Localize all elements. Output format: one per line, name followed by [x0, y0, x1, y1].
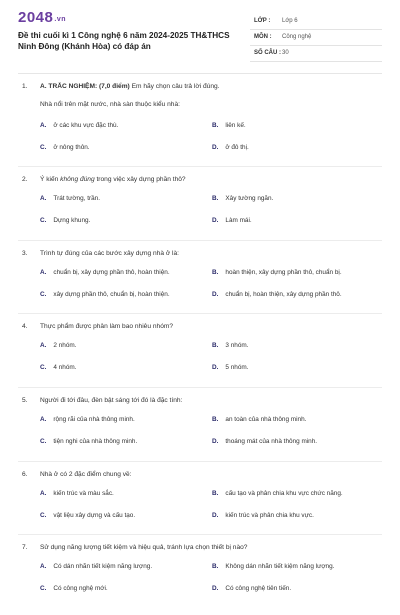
- option-text: ở các khu vực đặc thù.: [53, 122, 119, 129]
- option-letter: C.: [40, 511, 47, 519]
- option-a[interactable]: [40, 122, 118, 129]
- option-letter: A.: [40, 268, 47, 276]
- question-item: [0, 247, 400, 321]
- question-text: Sử dụng năng lượng tiết kiệm và hiệu quả, tránh lựa chọn thiết bị nào?: [40, 544, 248, 552]
- option-a[interactable]: [40, 195, 100, 202]
- option-d[interactable]: [212, 144, 249, 151]
- question-divider: [18, 313, 382, 314]
- option-text: tiện nghi của nhà thông minh.: [53, 438, 138, 446]
- question-subtext: Nhà nổi trên mặt nước, nhà sàn thuộc kiểu nhà:: [40, 101, 180, 108]
- header: [0, 0, 400, 70]
- option-text: kiến trúc và màu sắc.: [53, 489, 114, 497]
- option-letter: D.: [212, 364, 219, 372]
- info-row-count: [250, 46, 382, 62]
- option-d[interactable]: [212, 585, 291, 592]
- option-letter: C.: [40, 290, 47, 298]
- question-divider: [18, 166, 382, 167]
- option-c[interactable]: [40, 512, 135, 519]
- option-letter: B.: [212, 416, 219, 424]
- option-d[interactable]: [212, 291, 342, 298]
- option-a[interactable]: [40, 563, 152, 570]
- option-letter: B.: [212, 489, 219, 497]
- option-text: Trát tường, trần.: [53, 195, 100, 202]
- option-letter: A.: [40, 563, 47, 571]
- option-text: Làm mái.: [225, 217, 252, 224]
- option-letter: A.: [40, 342, 47, 350]
- question-divider: [18, 534, 382, 535]
- question-text-emphasis: không đúng: [60, 176, 95, 183]
- option-letter: B.: [212, 268, 219, 276]
- option-a[interactable]: [40, 416, 135, 423]
- option-d[interactable]: [212, 364, 249, 371]
- question-number: 5.: [22, 397, 28, 405]
- option-d[interactable]: [212, 438, 317, 445]
- info-value: Công nghệ: [282, 34, 312, 40]
- question-divider: [18, 387, 382, 388]
- option-a[interactable]: [40, 342, 77, 349]
- question-number: 4.: [22, 323, 28, 331]
- option-letter: B.: [212, 122, 219, 129]
- option-text: Có dán nhãn tiết kiệm năng lượng.: [53, 563, 153, 571]
- option-text: Không dán nhãn tiết kiệm năng lượng.: [225, 563, 335, 571]
- option-letter: B.: [212, 563, 219, 571]
- option-a[interactable]: [40, 269, 170, 276]
- info-value: 30: [282, 50, 289, 56]
- option-d[interactable]: [212, 512, 314, 519]
- option-b[interactable]: [212, 122, 246, 129]
- question-text: [40, 176, 186, 183]
- option-text: rộng rãi của nhà thông minh.: [53, 416, 135, 424]
- info-label: SỐ CÂU :: [254, 50, 281, 56]
- question-number: 3.: [22, 249, 28, 257]
- option-text: kiến trúc và phân chia khu vực.: [225, 511, 314, 519]
- question-text: [40, 83, 220, 90]
- exam-info-table: [250, 14, 382, 62]
- question-list: [0, 80, 400, 615]
- exam-title: Đề thi cuối kì 1 Công nghệ 6 năm 2024-2025 TH&THCS Ninh Đông (Khánh Hòa) có đáp án: [18, 31, 230, 51]
- info-value: Lớp 6: [282, 18, 298, 24]
- question-divider: [18, 240, 382, 241]
- option-letter: B.: [212, 342, 219, 350]
- question-item: [0, 80, 400, 173]
- option-letter: A.: [40, 195, 47, 202]
- question-text-pre: Ý kiến: [40, 176, 61, 183]
- option-text: chuẩn bị, xây dựng phần thô, hoàn thiện.: [53, 268, 170, 276]
- logo-main: 2048: [18, 9, 54, 26]
- option-text: vật liệu xây dựng và cấu tạo.: [53, 511, 136, 519]
- option-text: ở đô thị.: [225, 144, 249, 151]
- option-text: an toàn của nhà thông minh.: [225, 416, 307, 424]
- question-text: Người đi tới đâu, đèn bật sáng tới đó là đặc tính:: [40, 397, 183, 405]
- option-c[interactable]: [40, 217, 90, 224]
- option-c[interactable]: [40, 585, 108, 592]
- option-c[interactable]: [40, 291, 170, 298]
- site-logo[interactable]: [18, 9, 66, 26]
- option-text: 2 nhóm.: [53, 342, 77, 350]
- option-text: hoàn thiện, xây dựng phần thô, chuẩn bị.: [225, 268, 342, 276]
- option-letter: A.: [40, 489, 47, 497]
- header-divider: [18, 73, 382, 74]
- option-text: thoáng mát của nhà thông minh.: [225, 438, 318, 446]
- option-b[interactable]: [212, 416, 306, 423]
- option-b[interactable]: [212, 195, 273, 202]
- option-c[interactable]: [40, 438, 137, 445]
- question-text-post: trong việc xây dựng phần thô?: [94, 176, 186, 183]
- question-instruction: Em hãy chọn câu trả lời đúng.: [129, 83, 220, 90]
- question-number: 1.: [22, 83, 28, 90]
- question-item: [0, 541, 400, 615]
- question-divider: [18, 461, 382, 462]
- option-letter: D.: [212, 511, 219, 519]
- option-b[interactable]: [212, 563, 334, 570]
- question-item: [0, 173, 400, 247]
- option-text: 4 nhóm.: [53, 364, 77, 372]
- option-letter: D.: [212, 290, 219, 298]
- info-label: LỚP :: [254, 18, 271, 24]
- option-letter: C.: [40, 438, 47, 446]
- option-text: Có công nghệ mới.: [53, 585, 108, 593]
- section-heading: A. TRẮC NGHIỆM: (7,0 điểm): [40, 83, 130, 90]
- option-letter: A.: [40, 122, 47, 129]
- option-letter: D.: [212, 438, 219, 446]
- question-number: 2.: [22, 176, 28, 183]
- option-letter: C.: [40, 144, 47, 151]
- option-c[interactable]: [40, 144, 90, 151]
- question-text: Trình tự đúng của các bước xây dựng nhà ở là:: [40, 249, 179, 257]
- option-text: ở nông thôn.: [53, 144, 90, 151]
- question-text: Thực phẩm được phân làm bao nhiêu nhóm?: [40, 323, 174, 331]
- option-text: xây dựng phần thô, chuẩn bị, hoàn thiện.: [53, 290, 170, 298]
- option-b[interactable]: [212, 269, 342, 276]
- option-text: Dựng khung.: [53, 217, 91, 224]
- option-d[interactable]: [212, 217, 252, 224]
- option-text: cấu tạo và phân chia khu vực chức năng.: [225, 489, 343, 497]
- info-row-class: [250, 14, 382, 30]
- option-text: liên kế.: [225, 122, 246, 129]
- option-c[interactable]: [40, 364, 77, 371]
- option-text: 5 nhóm.: [225, 364, 249, 372]
- option-b[interactable]: [212, 342, 249, 349]
- option-letter: C.: [40, 364, 47, 372]
- info-row-subject: [250, 30, 382, 46]
- question-item: [0, 320, 400, 394]
- option-letter: D.: [212, 217, 219, 224]
- option-letter: A.: [40, 416, 47, 424]
- option-letter: C.: [40, 217, 47, 224]
- question-item: [0, 468, 400, 542]
- logo-suffix: .vn: [54, 16, 66, 23]
- question-item: [0, 394, 400, 468]
- option-letter: B.: [212, 195, 219, 202]
- info-label: MÔN :: [254, 34, 272, 40]
- option-letter: C.: [40, 585, 47, 593]
- option-letter: D.: [212, 144, 219, 151]
- question-number: 6.: [22, 470, 28, 478]
- option-text: 3 nhóm.: [225, 342, 249, 350]
- option-text: Xây tường ngăn.: [225, 195, 274, 202]
- option-b[interactable]: [212, 490, 343, 497]
- option-a[interactable]: [40, 490, 114, 497]
- question-text: Nhà ở có 2 đặc điểm chung về:: [40, 470, 132, 478]
- option-letter: D.: [212, 585, 219, 593]
- option-text: Có công nghệ tiên tiến.: [225, 585, 292, 593]
- option-text: chuẩn bị, hoàn thiện, xây dựng phần thô.: [225, 290, 342, 298]
- question-number: 7.: [22, 544, 28, 552]
